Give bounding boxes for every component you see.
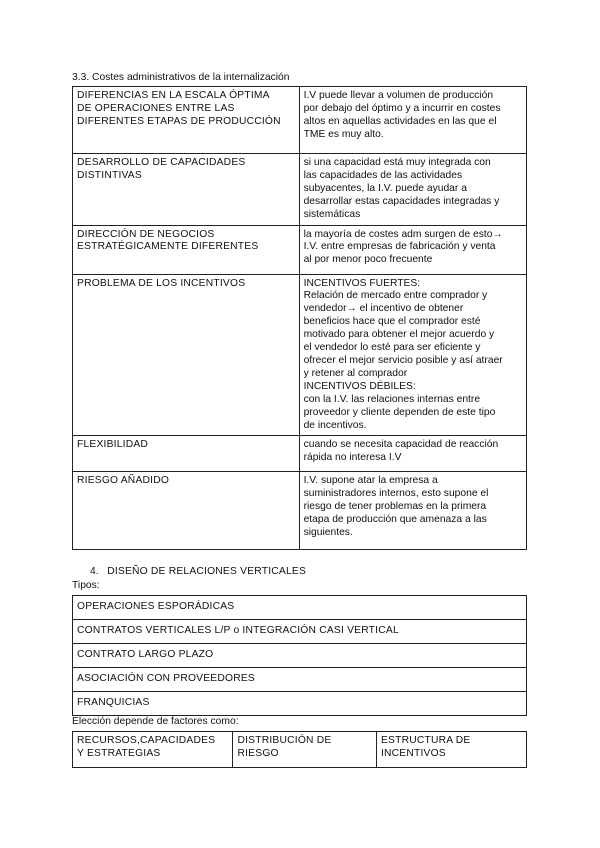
type-row	[73, 596, 527, 620]
cell-line: la mayoría de costes adm surgen de esto→	[303, 228, 503, 240]
factor-cell	[73, 274, 300, 436]
cell-line: proveedor y cliente dependen de este tipo	[303, 406, 496, 418]
cell-line: desarrollar estas capacidades integradas y	[303, 195, 500, 207]
factor-option-cell	[233, 732, 376, 768]
cell-line: de incentivos.	[303, 419, 367, 431]
cell-line: I.V puede llevar a volumen de producción	[303, 90, 494, 101]
cell-line: por debajo del óptimo y a incurrir en costes	[303, 102, 501, 114]
cell-line: motivado para obtener el mejor acuerdo y	[303, 329, 495, 341]
cell-line: las capacidades de las actividades	[303, 169, 463, 181]
cell-line: altos en aquellas actividades en las que el	[303, 115, 497, 127]
costs-row	[73, 436, 527, 472]
costs-table	[72, 86, 527, 550]
types-label: Tipos:	[72, 580, 100, 591]
cell-line: ESTRUCTURA DE	[380, 735, 471, 746]
cell-line: suministradores internos, esto supone el	[303, 488, 489, 500]
type-cell: ASOCIACIÓN CON PROVEEDORES	[73, 668, 527, 692]
cell-line: RIESGO	[237, 747, 279, 759]
section-4-number: 4.	[90, 566, 99, 577]
type-row	[73, 692, 527, 716]
cell-line: DIRECCIÓN DE NEGOCIOS	[77, 228, 215, 240]
cell-line: RIESGO AÑADIDO	[77, 475, 170, 487]
cell-line: el vendedor lo esté para ser eficiente y	[303, 342, 481, 354]
type-cell: CONTRATO LARGO PLAZO	[73, 644, 527, 668]
description-cell	[299, 274, 526, 436]
cell-line: I.V. supone atar la empresa a	[303, 475, 438, 487]
description-cell	[299, 87, 526, 154]
cell-line: etapa de producción que amenaza a las	[303, 514, 487, 526]
section-4-title: DISEÑO DE RELACIONES VERTICALES	[107, 566, 307, 577]
cell-line: I.V. entre empresas de fabricación y venta	[303, 241, 496, 253]
cell-line: FLEXIBILIDAD	[77, 439, 149, 451]
cell-line: DIFERENTES ETAPAS DE PRODUCCIÓN	[77, 115, 281, 127]
cell-line: DISTRIBUCIÓN DE	[237, 735, 332, 746]
cell-line: ESTRATÉGICAMENTE DIFERENTES	[77, 241, 259, 253]
costs-row	[73, 225, 527, 274]
cell-line: subyacentes, la I.V. puede ayudar a	[303, 182, 467, 194]
cell-line: siguientes.	[303, 527, 353, 539]
description-cell	[299, 472, 526, 550]
factors-label: Elección depende de factores como:	[72, 716, 239, 727]
cell-line: riesgo de tener problemas en la primera	[303, 501, 487, 513]
description-cell	[299, 154, 526, 226]
factor-option-cell	[73, 732, 233, 768]
costs-row	[73, 274, 527, 436]
factors-table	[72, 731, 527, 768]
cell-line: sistemáticas	[303, 208, 361, 220]
type-cell: FRANQUICIAS	[73, 692, 527, 716]
cell-line: INCENTIVOS DÉBILES:	[303, 380, 416, 392]
cell-line: DE OPERACIONES ENTRE LAS	[77, 102, 235, 114]
cell-line: al por menor poco frecuente	[303, 254, 433, 266]
cell-line: DESARROLLO DE CAPACIDADES	[77, 157, 246, 168]
cell-line: INCENTIVOS	[380, 747, 446, 759]
factor-cell	[73, 436, 300, 472]
factor-cell	[73, 87, 300, 154]
cell-line: con la I.V. las relaciones internas entre	[303, 393, 481, 405]
type-cell: CONTRATOS VERTICALES L/P o INTEGRACIÓN CASI VERTICAL	[73, 620, 527, 644]
type-row	[73, 620, 527, 644]
type-row	[73, 644, 527, 668]
cell-line: si una capacidad está muy integrada con	[303, 157, 491, 168]
factors-row	[73, 732, 527, 768]
cell-line: RECURSOS,CAPACIDADES	[77, 735, 216, 746]
type-cell: OPERACIONES ESPORÁDICAS	[73, 596, 527, 620]
costs-row	[73, 154, 527, 226]
factor-cell	[73, 225, 300, 274]
cell-line: ofrecer el mejor servicio posible y así atraer	[303, 354, 503, 366]
cell-line: DIFERENCIAS EN LA ESCALA ÓPTIMA	[77, 90, 270, 101]
costs-row	[73, 472, 527, 550]
cell-line: Y ESTRATEGIAS	[77, 747, 161, 759]
cell-line: rápida no interesa I.V	[303, 452, 402, 464]
cell-line: DISTINTIVAS	[77, 169, 142, 181]
description-cell	[299, 436, 526, 472]
factor-cell	[73, 154, 300, 226]
cell-line: beneficios hace que el comprador esté	[303, 316, 481, 328]
cell-line: Relación de mercado entre comprador y	[303, 290, 488, 302]
cell-line: cuando se necesita capacidad de reacción	[303, 439, 499, 451]
types-table	[72, 595, 527, 716]
cell-line: TME es muy alto.	[303, 128, 384, 140]
description-cell	[299, 225, 526, 274]
cell-line: y retener al comprador	[303, 367, 408, 379]
cell-line: PROBLEMA DE LOS INCENTIVOS	[77, 277, 246, 289]
cell-line: vendedor→ el incentivo de obtener	[303, 303, 464, 315]
factor-cell	[73, 472, 300, 550]
section-title: 3.3. Costes administrativos de la internalización	[72, 72, 290, 83]
section-4-heading	[90, 566, 306, 579]
type-row	[73, 668, 527, 692]
factor-option-cell	[376, 732, 526, 768]
cell-line: INCENTIVOS FUERTES:	[303, 277, 421, 289]
costs-row	[73, 87, 527, 154]
